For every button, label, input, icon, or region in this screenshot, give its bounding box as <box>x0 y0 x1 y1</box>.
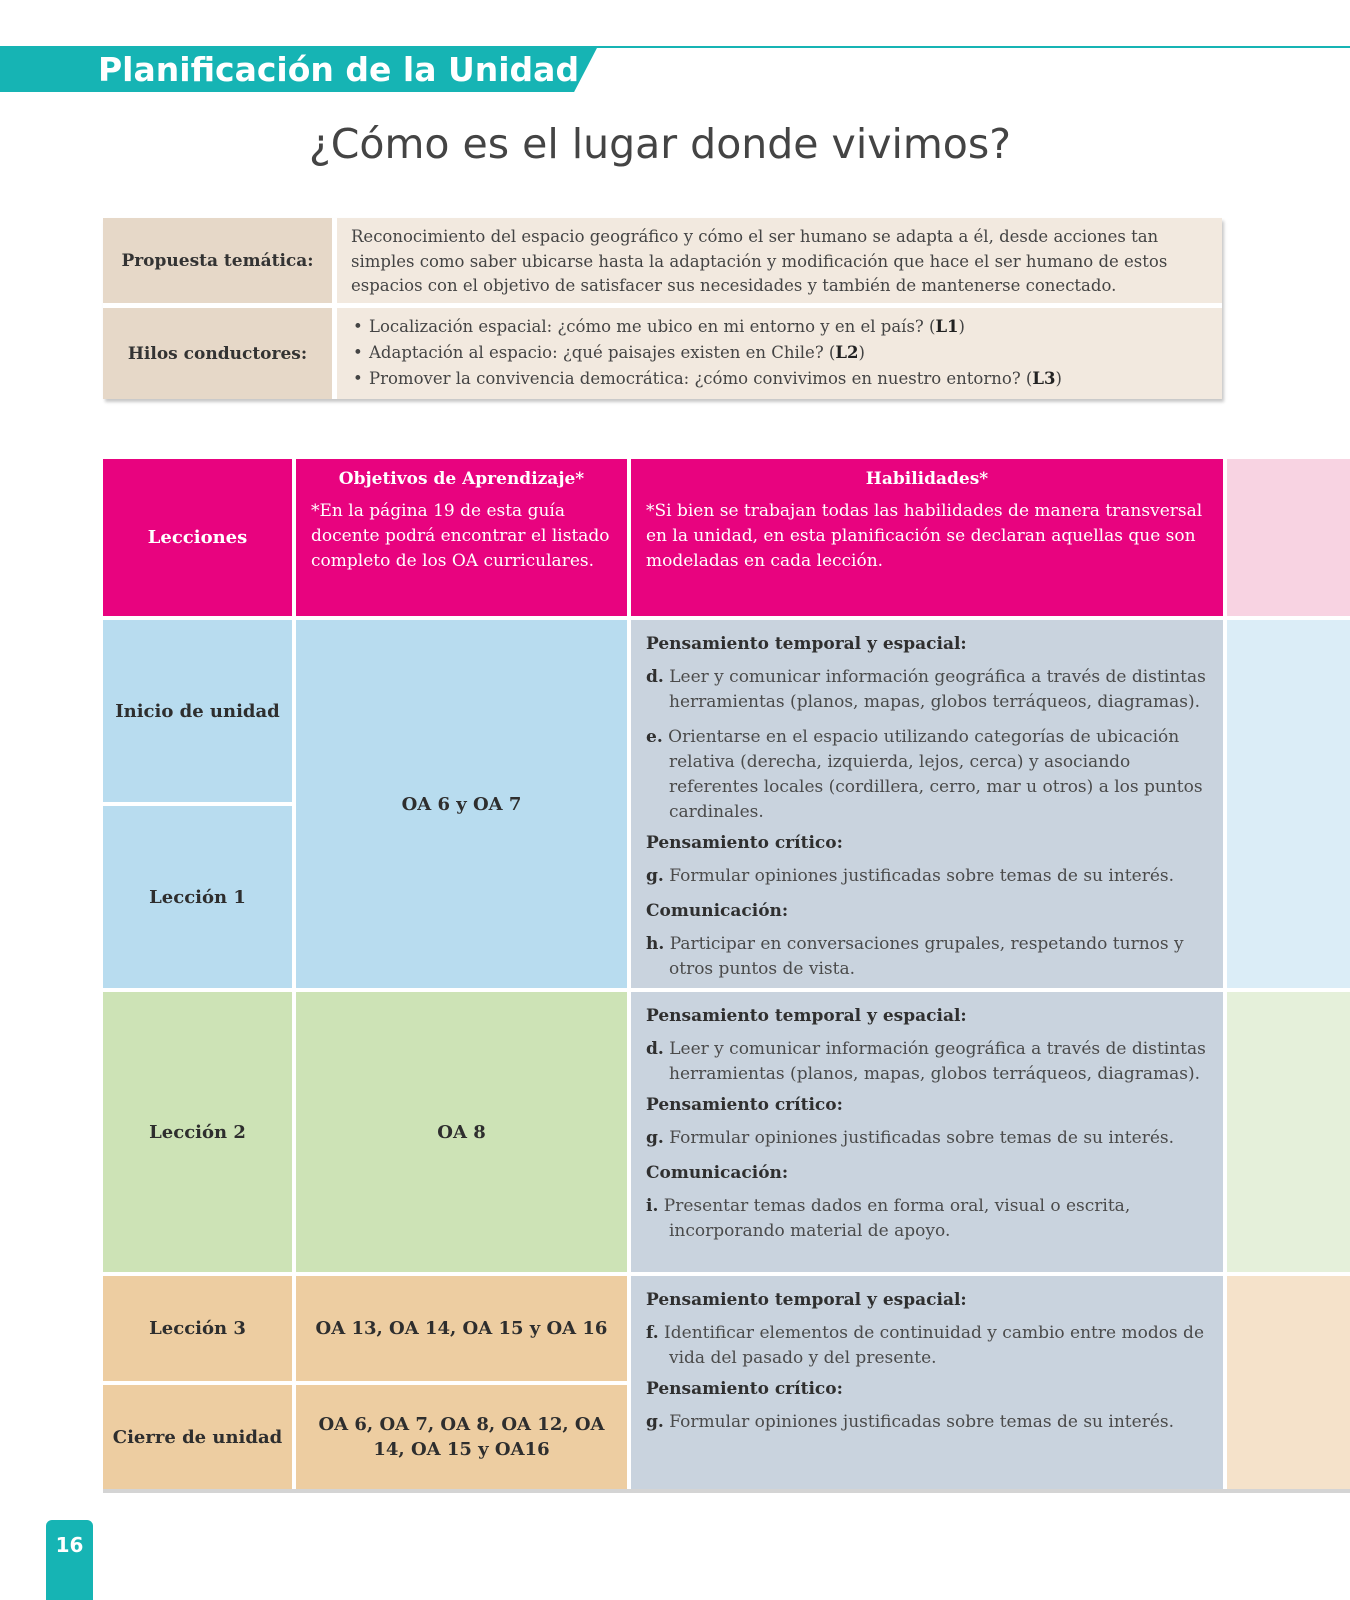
oa-l2-label: OA 8 <box>437 1121 486 1143</box>
header-objetivos <box>296 459 627 616</box>
propuesta-text: Reconocimiento del espacio geográfico y cómo el ser humano se adapta a él, desde acciones tan simples como saber ubicarse hasta la adaptación y modificación que hace el ser humano de estos espacios con el objetivo de satisfacer sus necesidades y también de mantenerse conectado. <box>337 218 1222 303</box>
skill-item <box>646 1321 1208 1371</box>
skill-category: Comunicación: <box>646 901 789 921</box>
lesson-cierre-label: Cierre de unidad <box>112 1426 283 1448</box>
skill-letter: f. <box>646 1323 659 1343</box>
header-habilidades-title: Habilidades* <box>865 469 989 489</box>
oa-l3 <box>296 1276 627 1381</box>
lesson-3 <box>103 1276 292 1381</box>
hilo-end: ) <box>958 317 965 336</box>
hilo-code: L2 <box>835 343 859 362</box>
planning-table <box>103 459 1350 1489</box>
hilo-code: L3 <box>1032 369 1056 388</box>
skill-category: Pensamiento crítico: <box>646 1095 843 1115</box>
page-number-tab <box>46 1520 93 1600</box>
extra-column-3 <box>1227 1276 1350 1489</box>
skill-item <box>646 1194 1208 1244</box>
list-item <box>351 340 1208 366</box>
skill-category: Pensamiento temporal y espacial: <box>646 1006 967 1026</box>
propuesta-row <box>103 218 1222 303</box>
unit-subtitle-text: ¿Cómo es el lugar donde vivimos? <box>308 120 1012 168</box>
header-lecciones-label: Lecciones <box>147 527 248 548</box>
lesson-inicio <box>103 620 292 802</box>
extra-column-1 <box>1227 620 1350 988</box>
oa-inicio-l1 <box>296 620 627 988</box>
skill-item <box>646 725 1208 825</box>
lesson-3-label: Lección 3 <box>149 1318 246 1339</box>
skill-category: Pensamiento crítico: <box>646 833 843 853</box>
skill-item <box>646 864 1208 889</box>
skill-letter: i. <box>646 1196 659 1216</box>
header-habilidades <box>631 459 1223 616</box>
skill-category: Pensamiento temporal y espacial: <box>646 1290 967 1310</box>
hilos-label: Hilos conductores: <box>103 308 332 399</box>
skill-letter: g. <box>646 1128 664 1148</box>
header-extra-column <box>1227 459 1350 616</box>
table-shadow <box>103 1489 1350 1493</box>
unit-subtitle <box>0 120 1320 168</box>
skill-text: Leer y comunicar información geográfica a través de distintas herramientas (planos, mapas, globos terráqueos, diagramas). <box>669 1039 1206 1084</box>
skill-letter: h. <box>646 934 665 954</box>
hilos-content <box>337 308 1222 399</box>
hilo-text: Adaptación al espacio: ¿qué paisajes existen en Chile? ( <box>369 343 836 362</box>
lesson-2-label: Lección 2 <box>149 1121 246 1143</box>
theme-table <box>103 218 1222 399</box>
oa-l3-label: OA 13, OA 14, OA 15 y OA 16 <box>315 1318 608 1339</box>
oa-cierre <box>296 1385 627 1489</box>
skill-item <box>646 932 1208 982</box>
skill-letter: g. <box>646 866 664 886</box>
page-title: Planificación de la Unidad 1 <box>98 50 614 89</box>
header-objetivos-note: *En la página 19 de esta guía docente podrá encontrar el listado completo de los OA curriculares. <box>311 501 610 571</box>
skill-text: Identificar elementos de continuidad y cambio entre modos de vida del pasado y del presente. <box>664 1323 1205 1368</box>
header-objetivos-title: Objetivos de Aprendizaje* <box>338 469 585 489</box>
skills-block-3 <box>631 1276 1223 1489</box>
skill-item <box>646 1410 1208 1435</box>
skill-text: Leer y comunicar información geográfica a través de distintas herramientas (planos, mapas, globos terráqueos, diagramas). <box>669 667 1206 712</box>
extra-column-2 <box>1227 992 1350 1272</box>
skill-item <box>646 665 1208 715</box>
hilos-row <box>103 308 1222 399</box>
skill-text: Formular opiniones justificadas sobre temas de su interés. <box>669 1412 1175 1432</box>
oa-inicio-l1-label: OA 6 y OA 7 <box>401 793 522 815</box>
skill-text: Formular opiniones justificadas sobre temas de su interés. <box>669 866 1175 886</box>
skill-text: Orientarse en el espacio utilizando categorías de ubicación relativa (derecha, izquierda, lejos, cerca) y asociando referentes locales (cordillera, cerro, mar u otros) a los puntos cardinales. <box>668 727 1203 822</box>
lesson-2 <box>103 992 292 1272</box>
list-item <box>351 366 1208 392</box>
skill-text: Participar en conversaciones grupales, respetando turnos y otros puntos de vista. <box>669 934 1184 979</box>
skill-category: Comunicación: <box>646 1163 789 1183</box>
skill-text: Formular opiniones justificadas sobre temas de su interés. <box>669 1128 1175 1148</box>
skill-item <box>646 1126 1208 1151</box>
hilo-text: Localización espacial: ¿cómo me ubico en mi entorno y en el país? ( <box>369 317 936 336</box>
hilo-text: Promover la convivencia democrática: ¿cómo convivimos en nuestro entorno? ( <box>369 369 1033 388</box>
header-habilidades-note: *Si bien se trabajan todas las habilidades de manera transversal en la unidad, en esta planificación se declaran aquellas que son modeladas en cada lección. <box>646 501 1203 571</box>
lesson-inicio-label: Inicio de unidad <box>115 700 280 722</box>
skill-item <box>646 1037 1208 1087</box>
skills-block-2 <box>631 992 1223 1272</box>
skill-letter: e. <box>646 727 663 747</box>
oa-l2 <box>296 992 627 1272</box>
skill-category: Pensamiento temporal y espacial: <box>646 634 967 654</box>
list-item <box>351 314 1208 340</box>
propuesta-label: Propuesta temática: <box>103 218 332 303</box>
lesson-1-label: Lección 1 <box>149 886 246 908</box>
page-number: 16 <box>55 1533 84 1557</box>
skill-letter: d. <box>646 1039 664 1059</box>
skills-block-1 <box>631 620 1223 988</box>
skill-text: Presentar temas dados en forma oral, visual o escrita, incorporando material de apoyo. <box>663 1196 1131 1241</box>
hilo-end: ) <box>858 343 865 362</box>
header-lecciones <box>103 459 292 616</box>
oa-cierre-label: OA 6, OA 7, OA 8, OA 12, OA 14, OA 15 y OA16 <box>318 1414 605 1460</box>
hilos-list <box>351 314 1208 392</box>
skill-letter: d. <box>646 667 664 687</box>
lesson-1 <box>103 806 292 988</box>
skill-category: Pensamiento crítico: <box>646 1379 843 1399</box>
hilo-code: L1 <box>935 317 959 336</box>
hilo-end: ) <box>1055 369 1062 388</box>
lesson-cierre <box>103 1385 292 1489</box>
skill-letter: g. <box>646 1412 664 1432</box>
